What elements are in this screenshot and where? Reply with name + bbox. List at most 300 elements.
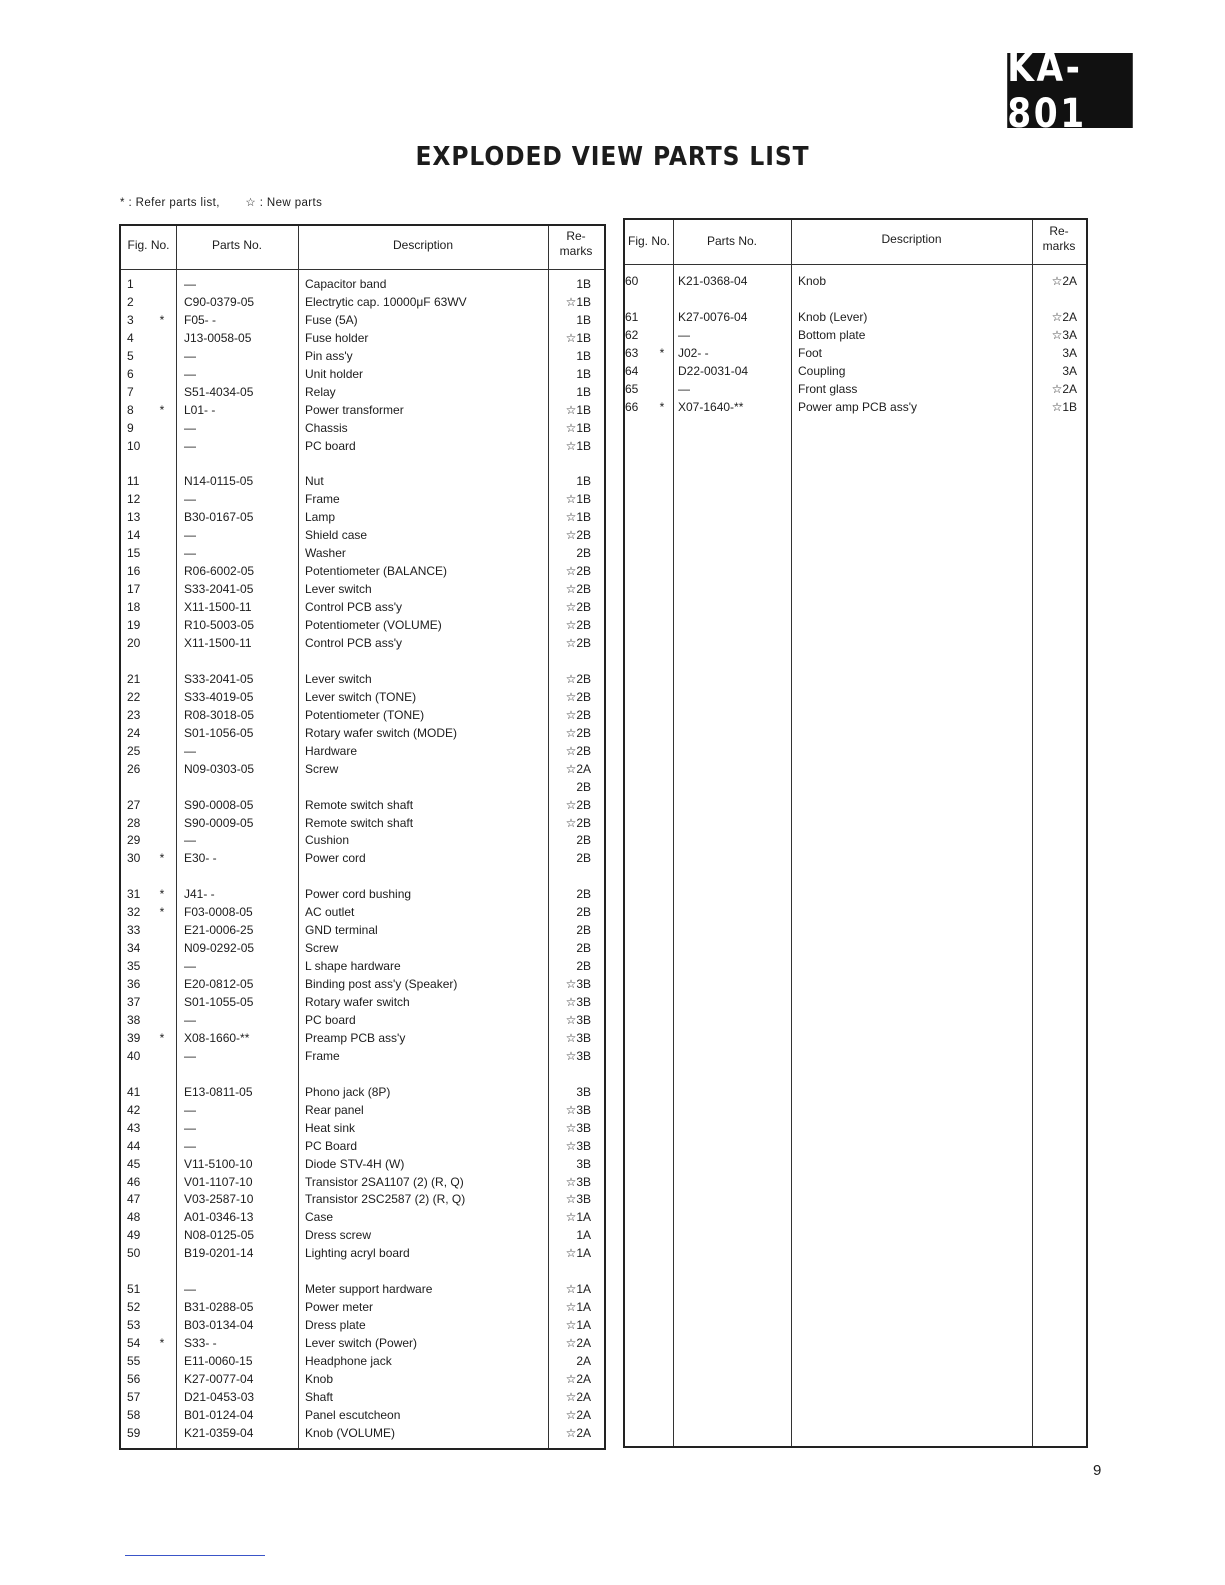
fig-no: 23 (127, 707, 141, 722)
table-row (121, 1244, 604, 1262)
fig-no: 12 (127, 492, 141, 507)
description: Meter support hardware (305, 1282, 433, 1297)
parts-no: — (184, 1012, 196, 1027)
description: Cushion (305, 833, 350, 848)
parts-no: K27-0076-04 (678, 310, 748, 324)
header-description: Description (392, 238, 454, 252)
remarks: ☆2B (565, 743, 591, 758)
remarks: 2A (576, 1354, 591, 1368)
parts-no: S33-2041-05 (184, 671, 254, 686)
remarks: 2B (576, 851, 591, 866)
remarks: 2B (576, 833, 591, 848)
table-row (121, 1334, 604, 1352)
parts-no: E13-0811-05 (184, 1084, 253, 1099)
description: Frame (305, 492, 340, 507)
description: Rear panel (305, 1102, 364, 1117)
legend-refer: * : Refer parts list, (120, 197, 220, 209)
parts-no: S33- - (184, 1336, 217, 1351)
remarks: ☆2A (1051, 310, 1077, 324)
table-row (625, 308, 1086, 326)
parts-no: V03-2587-10 (184, 1192, 254, 1207)
table-row (625, 344, 1086, 362)
fig-no: 43 (127, 1120, 141, 1135)
description: Shield case (305, 528, 368, 543)
fig-no: 38 (127, 1012, 141, 1027)
description: Potentiometer (TONE) (305, 707, 425, 722)
remarks: ☆1B (565, 402, 591, 417)
remarks: ☆2B (565, 564, 591, 579)
remarks: ☆3B (565, 1030, 591, 1045)
remarks: ☆2B (565, 528, 591, 543)
fig-no: 60 (625, 274, 639, 288)
parts-no: X11-1500-11 (184, 600, 252, 615)
fig-no: 58 (127, 1407, 141, 1422)
table-row (121, 598, 604, 616)
parts-no: C90-0379-05 (184, 294, 255, 309)
remarks: ☆2B (565, 725, 591, 740)
description: Fuse (5A) (305, 312, 358, 327)
remarks: 1B (576, 312, 591, 327)
table-row (121, 1298, 604, 1316)
table-row (121, 849, 604, 867)
table-row (121, 562, 604, 580)
remarks: ☆3A (1051, 328, 1077, 342)
refer-mark: * (159, 312, 165, 327)
remarks: ☆3B (565, 1120, 591, 1135)
description: GND terminal (305, 923, 378, 938)
parts-no: — (184, 366, 196, 381)
header-fig-no: Fig. No. (627, 234, 670, 248)
table-row (121, 365, 604, 383)
parts-no: N08-0125-05 (184, 1228, 255, 1243)
parts-no: S90-0008-05 (184, 797, 254, 812)
fig-no: 62 (625, 328, 639, 342)
description: Preamp PCB ass'y (305, 1030, 406, 1045)
parts-no: D21-0453-03 (184, 1389, 255, 1404)
parts-table-left (119, 224, 606, 1450)
table-row (121, 939, 604, 957)
description: Relay (305, 384, 336, 399)
description: PC board (305, 438, 356, 453)
parts-no: S90-0009-05 (184, 815, 254, 830)
header-description: Description (881, 232, 942, 246)
page-number: 9 (1093, 1462, 1102, 1479)
parts-no: B03-0134-04 (184, 1318, 254, 1333)
table-row (121, 1370, 604, 1388)
parts-no: — (184, 546, 196, 561)
description: Rotary wafer switch (MODE) (305, 725, 458, 740)
description: Foot (798, 346, 823, 360)
description: Phono jack (8P) (305, 1084, 391, 1099)
description: Nut (305, 474, 324, 489)
table-row (121, 437, 604, 455)
table-row (121, 634, 604, 652)
parts-no: L01- - (184, 402, 216, 417)
table-row (121, 1047, 604, 1065)
description: Case (305, 1210, 334, 1225)
remarks: ☆2B (565, 689, 591, 704)
parts-no: R06-6002-05 (184, 564, 255, 579)
fig-no: 51 (127, 1282, 141, 1297)
remarks: 3A (1062, 364, 1077, 378)
fig-no: 29 (127, 833, 141, 848)
description: Shaft (305, 1389, 334, 1404)
remarks: 2B (576, 941, 591, 956)
fig-no: 56 (127, 1371, 141, 1386)
table-row (121, 490, 604, 508)
legend-new-parts: ☆ : New parts (245, 197, 323, 209)
remarks: ☆2A (565, 761, 591, 776)
fig-no: 39 (127, 1030, 141, 1045)
fig-no: 15 (127, 546, 141, 561)
parts-no: B30-0167-05 (184, 510, 254, 525)
fig-no: 3 (127, 312, 134, 327)
remarks: ☆2B (565, 815, 591, 830)
description: Lever switch (305, 582, 372, 597)
fig-no: 63 (625, 346, 639, 360)
remarks: ☆2B (565, 671, 591, 686)
table-row (121, 544, 604, 562)
remarks: ☆1A (565, 1318, 591, 1333)
table-row (121, 814, 604, 832)
fig-no: 35 (127, 959, 141, 974)
description: Knob (305, 1371, 334, 1386)
fig-no: 37 (127, 995, 141, 1009)
description: Screw (305, 941, 339, 956)
parts-no: — (184, 420, 196, 435)
remarks: 2B (576, 779, 591, 794)
description: Fuse holder (305, 330, 369, 345)
remarks: ☆3B (565, 1192, 591, 1207)
remarks: ☆1A (565, 1210, 591, 1225)
refer-mark: * (159, 851, 165, 866)
remarks: ☆1B (565, 492, 591, 507)
remarks: ☆3B (565, 995, 591, 1009)
table-row (121, 1119, 604, 1137)
table-row (121, 580, 604, 598)
table-row (625, 398, 1086, 416)
refer-mark: * (159, 402, 165, 417)
parts-no: — (184, 277, 196, 291)
remarks: ☆2A (565, 1425, 591, 1440)
fig-no: 20 (127, 636, 141, 650)
fig-no: 61 (625, 310, 639, 324)
parts-no: — (184, 1120, 196, 1135)
parts-no: V11-5100-10 (184, 1156, 253, 1171)
table-row (121, 1208, 604, 1226)
table-row (121, 796, 604, 814)
parts-no: A01-0346-13 (184, 1210, 254, 1225)
fig-no: 30 (127, 851, 141, 866)
fig-no: 33 (127, 923, 141, 938)
table-row (121, 760, 604, 778)
description: Potentiometer (BALANCE) (305, 564, 448, 579)
table-row (121, 921, 604, 939)
remarks: ☆1B (565, 510, 591, 525)
parts-no: D22-0031-04 (678, 364, 749, 378)
table-row (121, 293, 604, 311)
remarks: 3A (1062, 346, 1077, 360)
fig-no: 1 (127, 277, 134, 291)
table-row (121, 508, 604, 526)
remarks: 1B (576, 384, 591, 399)
description: Remote switch shaft (305, 797, 414, 812)
model-badge: KA-801 (1007, 53, 1133, 128)
refer-mark: * (159, 905, 165, 920)
refer-mark: * (659, 346, 665, 360)
fig-no: 45 (127, 1156, 141, 1171)
description: Lighting acryl board (305, 1246, 410, 1261)
fig-no: 53 (127, 1318, 141, 1333)
parts-no: F05- - (184, 312, 217, 327)
fig-no: 40 (127, 1048, 141, 1063)
parts-no: — (184, 1048, 196, 1063)
fig-no: 44 (127, 1138, 141, 1153)
description: AC outlet (305, 905, 355, 920)
description: Control PCB ass'y (305, 636, 402, 650)
fig-no: 50 (127, 1246, 141, 1261)
refer-mark: * (159, 1336, 165, 1351)
table-row (121, 885, 604, 903)
remarks: ☆3B (565, 1012, 591, 1027)
parts-no: X08-1660-** (184, 1030, 250, 1045)
description: Washer (305, 546, 346, 561)
fig-no: 52 (127, 1300, 141, 1315)
parts-no: R10-5003-05 (184, 618, 255, 633)
parts-no: R08-3018-05 (184, 707, 255, 722)
description: Power meter (305, 1300, 374, 1315)
fig-no: 49 (127, 1228, 141, 1243)
description: Diode STV-4H (W) (305, 1156, 405, 1171)
parts-no: X07-1640-** (678, 400, 744, 414)
parts-no: S01-1056-05 (184, 725, 254, 740)
fig-no: 14 (127, 528, 141, 543)
parts-no: S33-4019-05 (184, 689, 254, 704)
table-row (121, 993, 604, 1011)
fig-no: 11 (127, 474, 140, 489)
parts-no: — (678, 328, 690, 342)
description: Power amp PCB ass'y (798, 400, 917, 414)
parts-no: E30- - (184, 851, 217, 866)
description: Pin ass'y (305, 348, 353, 363)
remarks: ☆1B (565, 420, 591, 435)
description: Transistor 2SC2587 (2) (R, Q) (305, 1192, 466, 1207)
fig-no: 5 (127, 348, 134, 363)
fig-no: 66 (625, 400, 639, 414)
parts-no: S01-1055-05 (184, 995, 254, 1009)
fig-no: 7 (127, 384, 134, 399)
description: Rotary wafer switch (305, 995, 410, 1009)
table-row (121, 1388, 604, 1406)
table-row (121, 1226, 604, 1244)
page-title: EXPLODED VIEW PARTS LIST (415, 142, 810, 172)
table-row (121, 957, 604, 975)
refer-mark: * (659, 400, 665, 414)
table-row (121, 1137, 604, 1155)
fig-no: 27 (127, 797, 141, 812)
description: Lamp (305, 510, 336, 525)
parts-no: S51-4034-05 (184, 384, 254, 399)
table-row (121, 1101, 604, 1119)
remarks: 2B (576, 923, 591, 938)
parts-no: J02- - (678, 346, 709, 360)
table-row (121, 1173, 604, 1191)
parts-no: B31-0288-05 (184, 1300, 254, 1315)
description: Lever switch (TONE) (305, 689, 417, 704)
fig-no: 48 (127, 1210, 141, 1225)
fig-no: 21 (127, 671, 141, 686)
fig-no: 22 (127, 689, 141, 704)
table-row (121, 472, 604, 490)
remarks: ☆3B (565, 1138, 591, 1153)
fig-no: 55 (127, 1354, 141, 1368)
remarks: ☆2B (565, 600, 591, 615)
remarks: 2B (576, 546, 591, 561)
table-row (121, 1190, 604, 1208)
parts-no: V01-1107-10 (184, 1174, 253, 1189)
parts-no: X11-1500-11 (184, 636, 252, 650)
description: Binding post ass'y (Speaker) (305, 977, 458, 992)
description: Dress plate (305, 1318, 366, 1333)
remarks: 1B (576, 277, 591, 291)
fig-no: 17 (127, 582, 141, 597)
description: Capacitor band (305, 277, 387, 291)
parts-no: — (184, 1282, 196, 1297)
remarks: ☆2A (565, 1389, 591, 1404)
table-row (625, 362, 1086, 380)
fig-no: 32 (127, 905, 141, 920)
description: Power transformer (305, 402, 404, 417)
header-parts-no: Parts No. (706, 234, 757, 248)
remarks: 1A (576, 1228, 591, 1243)
fig-no: 6 (127, 366, 134, 381)
fig-no: 9 (127, 420, 134, 435)
description: Panel escutcheon (305, 1407, 401, 1422)
description: Potentiometer (VOLUME) (305, 618, 442, 633)
parts-no: N09-0292-05 (184, 941, 255, 956)
description: Power cord bushing (305, 887, 412, 902)
description: Bottom plate (798, 328, 866, 342)
table-row (121, 778, 604, 796)
description: PC Board (305, 1138, 358, 1153)
remarks: 1B (576, 366, 591, 381)
fig-no: 54 (127, 1336, 141, 1351)
table-row (121, 383, 604, 401)
remarks: 2B (576, 887, 591, 902)
table-row (625, 380, 1086, 398)
parts-no: S33-2041-05 (184, 582, 254, 597)
fig-no: 47 (127, 1192, 141, 1207)
parts-no: E11-0060-15 (184, 1354, 253, 1368)
parts-no: B19-0201-14 (184, 1246, 254, 1261)
table-row (121, 1155, 604, 1173)
description: Knob (798, 274, 827, 288)
remarks: ☆3B (565, 1102, 591, 1117)
remarks: ☆3B (565, 1048, 591, 1063)
parts-no: E20-0812-05 (184, 977, 254, 992)
description: Lever switch (Power) (305, 1336, 418, 1351)
description: Control PCB ass'y (305, 600, 402, 615)
parts-no: J41- - (184, 887, 215, 902)
table-row (121, 724, 604, 742)
table-row (121, 419, 604, 437)
fig-no: 59 (127, 1425, 141, 1440)
parts-no: — (184, 438, 196, 453)
remarks: ☆2B (565, 582, 591, 597)
description: Screw (305, 761, 339, 776)
table-row (121, 1011, 604, 1029)
remarks: 2B (576, 905, 591, 920)
description: Knob (Lever) (798, 310, 868, 324)
remarks: 3B (576, 1156, 591, 1171)
fig-no: 8 (127, 402, 134, 417)
description: L shape hardware (305, 959, 401, 974)
remarks: 1B (576, 348, 591, 363)
refer-mark: * (159, 887, 165, 902)
description: Headphone jack (305, 1354, 392, 1368)
parts-no: — (184, 1138, 196, 1153)
description: Knob (VOLUME) (305, 1425, 396, 1440)
fig-no: 36 (127, 977, 141, 992)
table-row (121, 401, 604, 419)
fig-no: 10 (127, 438, 141, 453)
table-row (121, 311, 604, 329)
fig-no: 41 (127, 1084, 141, 1099)
fig-no: 18 (127, 600, 141, 615)
description: Frame (305, 1048, 340, 1063)
parts-no: — (184, 1102, 196, 1117)
parts-no: — (678, 382, 690, 396)
fig-no: 4 (127, 330, 134, 345)
table-row (121, 1280, 604, 1298)
remarks: ☆1B (1051, 400, 1077, 414)
remarks: ☆1B (565, 330, 591, 345)
table-row (121, 706, 604, 724)
fig-no: 26 (127, 761, 141, 776)
table-row (121, 526, 604, 544)
remarks: ☆1B (565, 294, 591, 309)
table-row (121, 742, 604, 760)
description: PC board (305, 1012, 356, 1027)
table-row (625, 326, 1086, 344)
parts-no: — (184, 348, 196, 363)
parts-no: K21-0359-04 (184, 1425, 254, 1440)
parts-no: N14-0115-05 (184, 474, 254, 489)
parts-no: — (184, 959, 196, 974)
remarks: 1B (576, 474, 591, 489)
table-row (121, 975, 604, 993)
parts-no: — (184, 743, 196, 758)
parts-no: — (184, 492, 196, 507)
table-row (121, 688, 604, 706)
fig-no: 28 (127, 815, 141, 830)
table-row (121, 1406, 604, 1424)
fig-no: 24 (127, 725, 141, 740)
table-row (121, 347, 604, 365)
remarks: ☆2A (565, 1371, 591, 1386)
parts-no: N09-0303-05 (184, 761, 255, 776)
table-row (625, 272, 1086, 290)
description: Unit holder (305, 366, 364, 381)
fig-no: 57 (127, 1389, 141, 1404)
fig-no: 2 (127, 294, 134, 309)
fig-no: 19 (127, 618, 141, 633)
description: Lever switch (305, 671, 372, 686)
description: Heat sink (305, 1120, 356, 1135)
table-row (121, 831, 604, 849)
table-row (121, 1424, 604, 1442)
header-parts-no: Parts No. (211, 238, 262, 252)
